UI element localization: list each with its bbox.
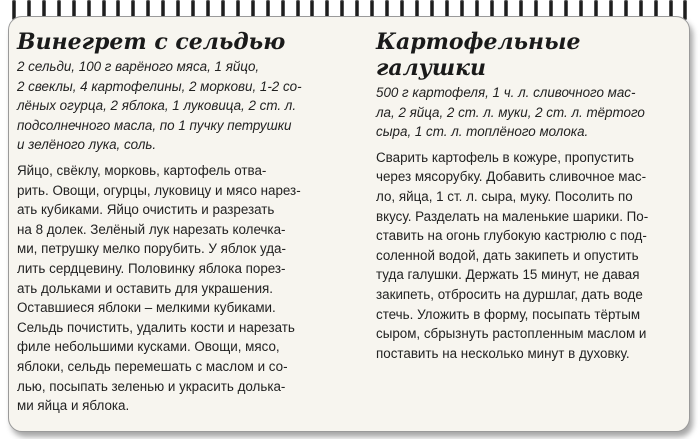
instructions-galushki: Сварить картофель в кожуре, пропустить через мясорубку. Добавить сливочное мас- ло, яйца, 1 ст. л. сыра, муку. Посолить по вкусу. Разделать на маленькие шарики. По- ставить на огонь глубокую кастрюлю с под- соленной водой, дать закипеть и опустить туда галушки. Держать 15 минут, не давая закипеть, отбросить на дуршлаг, дать воде стечь. Уложить в форму, посыпать тёртым сыром, сбрызнуть растопленным маслом и поставить на несколько минут в духовку.: [376, 149, 649, 361]
recipe-right: [376, 29, 679, 363]
recipe-title-vinegret: Винегрет с сельдью: [17, 29, 286, 55]
spiral-ring: [683, 0, 687, 20]
ingredients-vinegret: 2 сельди, 100 г варёного мяса, 1 яйцо, 2 свеклы, 4 картофелины, 2 моркови, 1-2 со- лёных огурца, 2 яблока, 1 луковица, 2 ст. л. подсолнечного масла, по 1 пучку петрушки и зелёного лука, соль.: [17, 59, 302, 153]
instructions-vinegret: Яйцо, свёклу, морковь, картофель отва- рить. Овощи, огурцы, луковицу и мясо нарез- ать кубиками. Яйцо очистить и разрезать на 8 долек. Зелёный лук нарезать колечка- ми, петрушку мелко порубить. У яблок уда- лить сердцевину. Половинку яблока порез- ать дольками и оставить для украшения. Оставшиеся яблоки – мелкими кубиками. Сельдь почистить, удалить кости и нарезать филе небольшими кусками. Овощи, мясо, яблоки, сельдь перемешать с маслом и со- лью, посыпать зеленью и украсить долька- ми яйца и яблока.: [17, 162, 301, 414]
recipe-card: [8, 16, 690, 432]
ingredients-galushki: 500 г картофеля, 1 ч. л. сливочного мас- ла, 2 яйца, 2 ст. л. муки, 2 ст. л. тёртого сыра, 1 ст. л. топлёного молока.: [376, 85, 645, 140]
recipe-title-galushki: Картофельные галушки: [376, 29, 581, 81]
recipe-left: [17, 29, 353, 416]
